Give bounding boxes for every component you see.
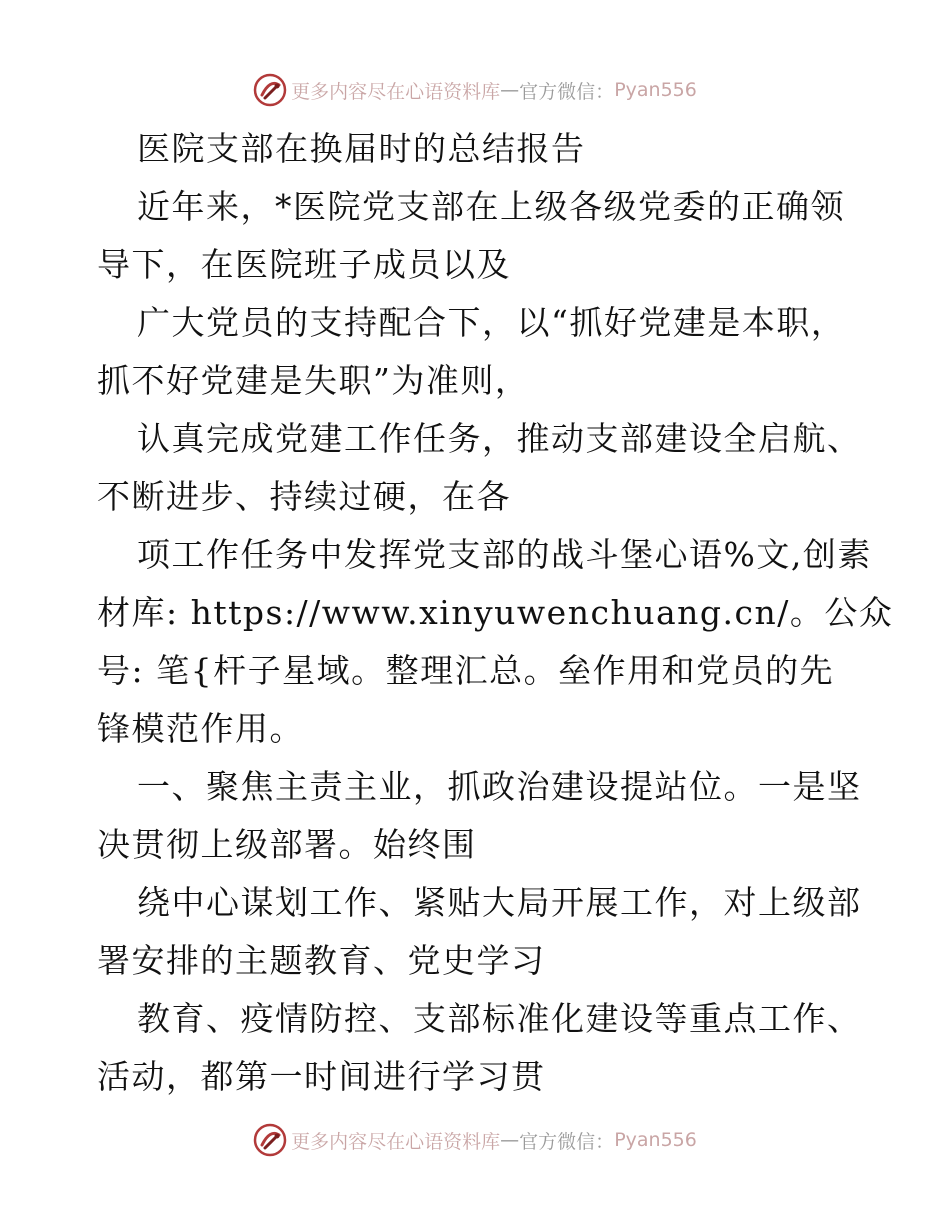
document-body [97, 120, 894, 1106]
banner-main-text: 更多内容尽在心语资料库 [291, 1130, 501, 1153]
paragraph-line: 绕中心谋划工作、紧贴大局开展工作，对上级部 [137, 883, 862, 922]
banner-official-label: 官方微信： [519, 80, 615, 103]
paragraph-line: 广大党员的支持配合下，以“抓好党建是本职， [137, 303, 846, 342]
paragraph-line: 材库: https://www.xinyuwenchuang.cn/。公众 [97, 593, 894, 632]
paragraph-line: 不断进步、持续过硬，在各 [97, 477, 511, 516]
banner-main-text: 更多内容尽在心语资料库 [291, 80, 501, 103]
footer-banner [0, 1120, 950, 1160]
paragraph-line: 认真完成党建工作任务，推动支部建设全启航、 [137, 419, 862, 458]
paragraph-line: 活动，都第一时间进行学习贯 [97, 1057, 546, 1096]
paragraph-line: 锋模范作用。 [97, 709, 304, 748]
brand-logo-icon [253, 1123, 287, 1157]
banner-separator: — [500, 1129, 520, 1151]
banner-official-label: 官方微信： [519, 1130, 615, 1153]
paragraph-line: 决贯彻上级部署。始终围 [97, 825, 477, 864]
paragraph-line: 导下，在医院班子成员以及 [97, 245, 511, 284]
paragraph-line: 一、聚焦主责主业，抓政治建设提站位。一是坚 [137, 767, 862, 806]
paragraph-line: 近年来，*医院党支部在上级各级党委的正确领 [137, 187, 845, 226]
banner-wechat-id: Pyan556 [614, 1129, 697, 1151]
document-title: 医院支部在换届时的总结报告 [137, 129, 586, 168]
paragraph-line: 署安排的主题教育、党史学习 [97, 941, 546, 980]
paragraph-line: 项工作任务中发挥党支部的战斗堡心语%文,创素 [137, 535, 872, 574]
brand-logo-icon [253, 73, 287, 107]
paragraph-line: 号: 笔{杆子星域。整理汇总。垒作用和党员的先 [97, 651, 835, 690]
paragraph-line: 抓不好党建是失职”为准则， [97, 361, 530, 400]
banner-separator: — [500, 79, 520, 101]
banner-wechat-id: Pyan556 [614, 79, 697, 101]
paragraph-line: 教育、疫情防控、支部标准化建设等重点工作、 [137, 999, 862, 1038]
header-banner [0, 70, 950, 110]
